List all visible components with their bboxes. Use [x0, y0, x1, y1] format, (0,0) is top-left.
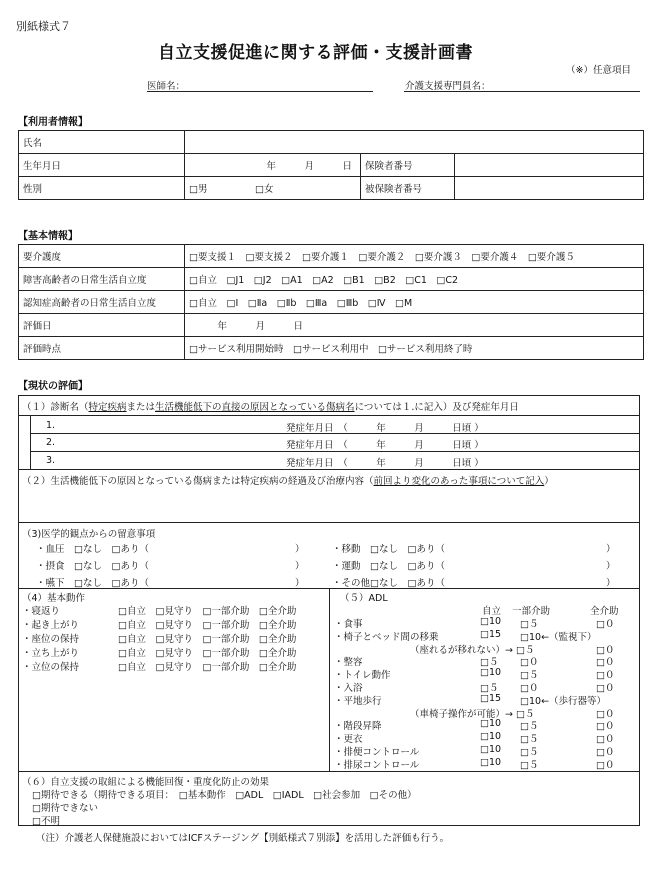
adl-option-independent[interactable]: □10 [480, 744, 502, 755]
basic-motion-options[interactable]: □自立 □見守り □一部介助 □全介助 [118, 662, 297, 673]
page-title: 自立支援促進に関する評価・支援計画書 [158, 43, 473, 63]
diagnosis-item-2[interactable]: 2. [46, 437, 56, 448]
adl-option-independent[interactable]: □10 [480, 616, 502, 627]
divider [30, 415, 31, 469]
insurer-label: 保険者番号 [361, 154, 455, 177]
adl-option-independent[interactable]: □10 [480, 731, 502, 743]
medical-heading: （3)医学的観点からの留意事項 [22, 529, 156, 540]
basic-motion-item: ・立位の保持 [22, 662, 80, 673]
basic-motion-item: ・寝返り [22, 606, 61, 617]
medical-mobility[interactable]: ・移動 □なし □あり（ [332, 544, 445, 555]
adl-item-label: ・トイレ動作 [334, 670, 391, 682]
diagnosis-heading: （１）診断名（特定疾病または生活機能低下の直接の原因となっている傷病名については１.に記入）及び発症年月日 [22, 402, 519, 413]
basic-info-heading: 【基本情報】 [18, 231, 78, 242]
adl-col-partial: 一部介助 [512, 606, 551, 617]
doctor-label: 医師名： [147, 81, 186, 92]
adl-option-partial[interactable]: □５ [520, 619, 539, 630]
adl-item-label: ・排尿コントロール [334, 759, 420, 771]
adl-col-full: 全介助 [590, 606, 619, 617]
footnote: （注）介護老人保健施設においてはICFステージング【別紙様式７別添】を活用した評価も行う。 [36, 833, 450, 844]
care-manager-label: 介護支援専門員名： [405, 81, 491, 92]
insurer-field[interactable] [455, 154, 644, 177]
care-level-options[interactable]: □要支援１ □要支援２ □要介護１ □要介護２ □要介護３ □要介護４ □要介護５ [185, 245, 644, 268]
basic-motion-options[interactable]: □自立 □見守り □一部介助 □全介助 [118, 634, 297, 645]
disability-independence-options[interactable]: □自立 □J1 □J2 □A1 □A2 □B1 □B2 □C1 □C2 [185, 268, 644, 291]
insured-label: 被保険者番号 [361, 177, 455, 200]
effect-expected[interactable]: □期待できる（期待できる項目： □基本動作 □ADL □IADL □社会参加 □その他） [32, 790, 417, 801]
dementia-independence-options[interactable]: □自立 □Ⅰ □Ⅱa □Ⅱb □Ⅲa □Ⅲb □Ⅳ □M [185, 291, 644, 314]
divider [18, 522, 640, 523]
basic-motion-options[interactable]: □自立 □見守り □一部介助 □全介助 [118, 606, 297, 617]
basic-label-0: 要介護度 [19, 245, 185, 268]
adl-item-label: ・階段昇降 [334, 721, 382, 733]
adl-option-independent[interactable]: □15 [480, 692, 502, 704]
divider [18, 771, 640, 772]
dob-label: 生年月日 [19, 154, 185, 177]
dob-field[interactable]: 年 月 日 [185, 154, 361, 177]
name-label: 氏名 [19, 131, 185, 154]
adl-option-independent[interactable]: □15 [480, 628, 502, 640]
adl-option-partial[interactable]: □５ [520, 747, 539, 758]
close-paren: ） [295, 544, 305, 555]
adl-option-full[interactable]: □０ [596, 759, 615, 771]
evaluation-date-field[interactable]: 年 月 日 [185, 314, 644, 337]
care-manager-signature-line[interactable] [404, 91, 640, 92]
close-paren: ） [606, 561, 616, 572]
adl-item-label: ・更衣 [334, 734, 363, 746]
user-info-table [18, 130, 644, 200]
adl-option-partial[interactable]: □５ [520, 721, 539, 733]
adl-option-independent[interactable]: □10 [480, 667, 502, 679]
course-heading: （２）生活機能低下の原因となっている傷病または特定疾病の経過及び治療内容（前回より変化のあった事項について記入） [22, 476, 554, 487]
adl-option-full[interactable]: □０ [596, 619, 615, 630]
medical-exercise[interactable]: ・運動 □なし □あり（ [332, 561, 445, 572]
adl-option-partial[interactable]: □10←（歩行器等） [520, 695, 607, 707]
adl-option-full[interactable]: □０ [596, 708, 615, 720]
insured-field[interactable] [455, 177, 644, 200]
basic-motion-item: ・起き上がり [22, 620, 80, 631]
adl-heading: （５）ADL [340, 593, 388, 604]
close-paren: ） [295, 578, 305, 589]
evaluation-heading: 【現状の評価】 [18, 381, 88, 392]
basic-motion-item: ・立ち上がり [22, 648, 80, 659]
basic-motion-options[interactable]: □自立 □見守り □一部介助 □全介助 [118, 620, 297, 631]
close-paren: ） [606, 578, 616, 589]
medical-bp[interactable]: ・血圧 □なし □あり（ [36, 544, 149, 555]
adl-option-partial[interactable]: □５ [520, 759, 539, 771]
adl-option-full[interactable]: □０ [596, 683, 615, 694]
adl-sub-option[interactable]: （座れるが移れない）→ □５ [410, 644, 535, 656]
user-info-heading: 【利用者情報】 [18, 117, 88, 128]
evaluation-timing-options[interactable]: □サービス利用開始時 □サービス利用中 □サービス利用終了時 [185, 337, 644, 360]
diagnosis-item-3[interactable]: 3. [46, 455, 56, 466]
diagnosis-item-1[interactable]: 1. [46, 420, 56, 431]
basic-motion-heading: （4）基本動作 [22, 593, 86, 604]
adl-item-label: ・平地歩行 [334, 695, 382, 707]
divider [30, 433, 640, 434]
basic-label-1: 障害高齢者の日常生活自立度 [19, 268, 185, 291]
medical-swallow[interactable]: ・嚥下 □なし □あり（ [36, 578, 149, 589]
adl-option-partial[interactable]: □５ [520, 670, 539, 682]
adl-option-full[interactable]: □０ [596, 721, 615, 733]
adl-option-independent[interactable]: □10 [480, 756, 502, 768]
adl-option-independent[interactable]: □10 [480, 718, 502, 730]
medical-eating[interactable]: ・摂食 □なし □あり（ [36, 561, 149, 572]
adl-option-full[interactable]: □０ [596, 734, 615, 746]
basic-info-table [18, 244, 644, 360]
name-field[interactable] [185, 131, 644, 154]
divider [18, 469, 640, 470]
optional-note: （※）任意項目 [566, 65, 631, 76]
divider [18, 415, 640, 416]
adl-sub-option[interactable]: （車椅子操作が可能）→ □５ [410, 708, 535, 720]
adl-option-independent[interactable]: □５ [480, 657, 499, 669]
onset-date-2[interactable]: 発症年月日 （ 年 月 日頃 ） [286, 440, 484, 451]
sex-options[interactable]: □男 □女 [185, 177, 361, 200]
adl-col-independent: 自立 [482, 606, 502, 617]
adl-item-label: ・入浴 [334, 683, 363, 694]
close-paren: ） [295, 561, 305, 572]
adl-item-label: ・整容 [334, 657, 363, 669]
adl-option-full[interactable]: □０ [596, 644, 615, 656]
adl-item-label: ・排便コントロール [334, 747, 420, 758]
sex-label: 性別 [19, 177, 185, 200]
basic-label-3: 評価日 [19, 314, 185, 337]
adl-option-partial[interactable]: □５ [520, 734, 539, 746]
divider [329, 588, 330, 771]
adl-option-independent[interactable]: □５ [480, 683, 499, 694]
adl-item-label: ・食事 [334, 619, 363, 630]
close-paren: ） [606, 544, 616, 555]
effect-heading: （６）自立支援の取組による機能回復・重度化防止の効果 [22, 777, 270, 788]
adl-option-full[interactable]: □０ [596, 657, 615, 669]
basic-label-2: 認知症高齢者の日常生活自立度 [19, 291, 185, 314]
adl-option-full[interactable]: □０ [596, 747, 615, 758]
form-number: 別紙様式７ [16, 20, 71, 33]
adl-option-partial[interactable]: □０ [520, 657, 539, 669]
doctor-signature-line[interactable] [147, 91, 373, 92]
adl-item-label: ・椅子とベッド間の移乗 [334, 631, 439, 643]
medical-other[interactable]: ・その他□なし □あり（ [332, 578, 445, 589]
basic-motion-item: ・座位の保持 [22, 634, 80, 645]
adl-option-full[interactable]: □０ [596, 670, 615, 682]
divider [30, 451, 640, 452]
effect-not-expected[interactable]: □期待できない [32, 803, 98, 814]
onset-date-1[interactable]: 発症年月日 （ 年 月 日頃 ） [286, 423, 484, 434]
effect-unknown[interactable]: □不明 [32, 816, 60, 827]
adl-option-partial[interactable]: □０ [520, 683, 539, 694]
adl-option-partial[interactable]: □10←（監視下） [520, 631, 597, 643]
basic-label-4: 評価時点 [19, 337, 185, 360]
onset-date-3[interactable]: 発症年月日 （ 年 月 日頃 ） [286, 458, 484, 469]
basic-motion-options[interactable]: □自立 □見守り □一部介助 □全介助 [118, 648, 297, 659]
